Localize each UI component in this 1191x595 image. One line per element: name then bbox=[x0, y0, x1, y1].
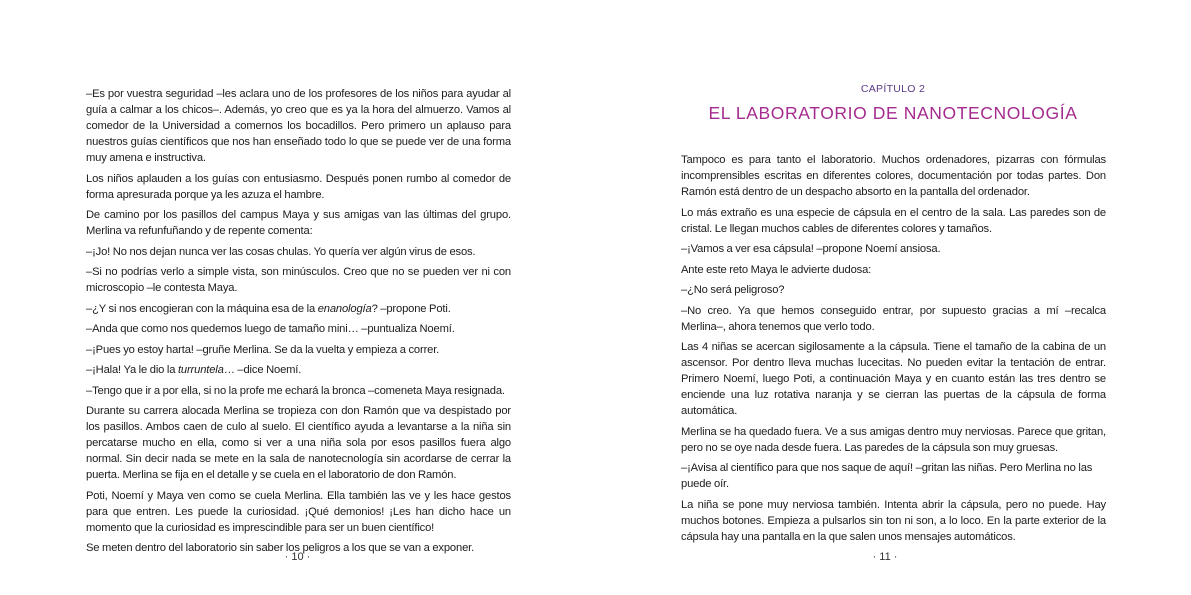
paragraph: La niña se pone muy nerviosa también. Intenta abrir la cápsula, pero no puede. Hay muchos botones. Empieza a pulsarlos sin ton ni son, a lo loco. En la parte exterior de la cápsula hay una pantalla en la que salen unos mensajes automáticos. bbox=[681, 498, 1106, 543]
paragraph: Tampoco es para tanto el laboratorio. Muchos ordenadores, pizarras con fórmulas incomprensibles escritas en diferentes colores, documentación por todas partes. Don Ramón está dentro de un despacho absorto en la pantalla del ordenador. bbox=[681, 154, 1106, 198]
paragraph: Lo más extraño es una especie de cápsula en el centro de la sala. Las paredes son de cristal. Le llegan muchos cables de diferentes colores y tamaños. bbox=[681, 206, 1106, 235]
dialogue-line: –No creo. Ya que hemos conseguido entrar, por supuesto gracias a mí –recalca Merlina–, ahora tenemos que verlo todo. bbox=[681, 304, 1106, 333]
dialogue-line bbox=[86, 362, 511, 378]
chapter-label: CAPÍTULO 2 bbox=[860, 83, 926, 95]
italic-word: enanología bbox=[317, 302, 372, 315]
paragraph: De camino por los pasillos del campus Maya y sus amigas van las últimas del grupo. Merlina va refunfuñando y de repente comenta: bbox=[86, 209, 511, 237]
dialogue-line: –Si no podrías verlo a simple vista, son minúsculos. Creo que no se pueden ver ni con microscopio –le contesta Maya. bbox=[86, 266, 511, 294]
dialogue-line: –¡Jo! No nos dejan nunca ver las cosas chulas. Yo quería ver algún virus de esos. bbox=[86, 245, 476, 258]
dialogue-line: –¡Avisa al científico para que nos saque de aquí! –gritan las niñas. Pero Merlina no las puede oír. bbox=[681, 462, 1093, 490]
right-page-body bbox=[681, 152, 1106, 549]
page-number: · 10 · bbox=[284, 551, 311, 563]
left-page bbox=[0, 0, 595, 595]
page-number: · 11 · bbox=[872, 551, 898, 563]
italic-word: turruntela bbox=[177, 364, 224, 376]
dialogue-line: –¡Pues yo estoy harta! –gruñe Merlina. Se da la vuelta y empieza a correr. bbox=[86, 343, 440, 356]
paragraph: –Es por vuestra seguridad –les aclara uno de los profesores de los niños para ayudar al guía a calmar a los chicos–. Además, yo creo que es ya la hora del almuerzo. Vamos al comedor de la Universidad a comernos los bocadillos. Pero primero un aplauso para nuestros guías científicos que nos han enseñado todo lo que se puede ver de una forma muy amena e instructiva. bbox=[86, 88, 511, 164]
paragraph: Durante su carrera alocada Merlina se tropieza con don Ramón que va despistado por los pasillos. Ambos caen de culo al suelo. El científico ayuda a levantarse a la niña sin percatarse mucho en ella, como si ver a una niña sola por esos pasillos fuera algo normal. Sin decir nada se mete en la sala de nanotecnología sin acordarse de cerrar la puerta. Merlina se fija en el detalle y se cuela en el laboratorio de don Ramón. bbox=[86, 405, 511, 481]
chapter-title: EL LABORATORIO DE NANOTECNOLOGÍA bbox=[708, 103, 1078, 123]
text-run: … –dice Noemí. bbox=[223, 364, 302, 376]
paragraph: Poti, Noemí y Maya ven como se cuela Merlina. Ella también las ve y les hace gestos para que entren. Les puede la curiosidad. ¡Qué demonios! ¡Les han dicho hace un momento que la curiosidad es imprescindible para ser un buen científico! bbox=[86, 489, 511, 534]
dialogue-line: –¡Vamos a ver esa cápsula! –propone Noemí ansiosa. bbox=[681, 243, 941, 255]
paragraph: Ante este reto Maya le advierte dudosa: bbox=[681, 263, 872, 276]
paragraph: Los niños aplauden a los guías con entusiasmo. Después ponen rumbo al comedor de forma apresurada porque ya les azuza el hambre. bbox=[86, 172, 511, 201]
text-run: –¿Y si nos encogieran con la máquina esa de la bbox=[86, 302, 318, 315]
dialogue-line: –Tengo que ir a por ella, si no la profe me echará la bronca –comeneta Maya resignada. bbox=[86, 384, 505, 397]
left-page-body bbox=[86, 86, 511, 561]
text-run: ? –propone Poti. bbox=[371, 302, 451, 315]
right-page bbox=[595, 0, 1191, 595]
dialogue-line: –¿No será peligroso? bbox=[681, 284, 785, 296]
text-run: –¡Hala! Ya le dio la bbox=[86, 364, 178, 376]
paragraph: Se meten dentro del laboratorio sin saber los peligros a los que se van a exponer. bbox=[86, 542, 475, 554]
dialogue-line: –Anda que como nos quedemos luego de tamaño mini… –puntualiza Noemí. bbox=[86, 323, 455, 335]
paragraph: Merlina se ha quedado fuera. Ve a sus amigas dentro muy nerviosas. Parece que gritan, pero no se oye nada desde fuera. Las paredes de la cápsula son muy gruesas. bbox=[681, 425, 1106, 454]
paragraph: Las 4 niñas se acercan sigilosamente a la cápsula. Tiene el tamaño de la cabina de un ascensor. Por dentro lleva muchas lucecitas. No pueden evitar la tentación de entrar. Primero Noemí, luego Poti, a continuación Maya y en cuanto están las tres dentro se enciende una luz rotativa naranja y se cierran las puertas de la cápsula de forma automática. bbox=[681, 341, 1106, 417]
dialogue-line bbox=[86, 301, 511, 317]
